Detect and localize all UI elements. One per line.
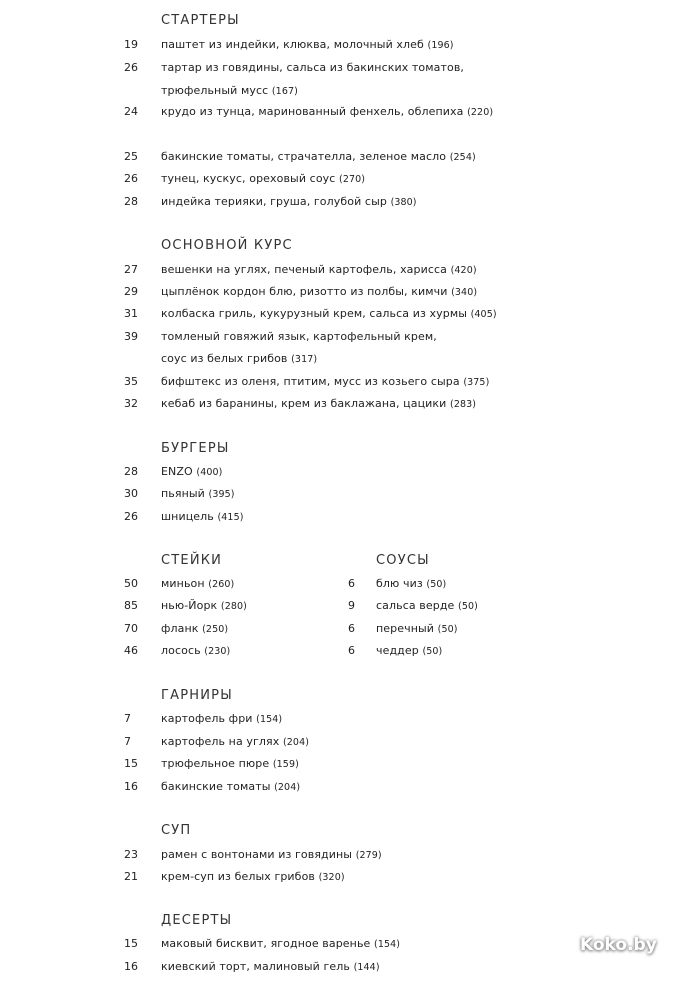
item-name: ENZO <box>161 465 193 478</box>
item-weight: (250) <box>202 624 229 635</box>
item-name: картофель фри <box>161 712 253 725</box>
item-price: 7 <box>124 712 131 725</box>
item-name: перечный <box>376 622 435 635</box>
item-name: киевский торт, малиновый гель <box>161 960 350 973</box>
item-name: крем-суп из белых грибов <box>161 870 315 883</box>
item-price: 35 <box>124 375 138 388</box>
item-weight: (280) <box>220 601 247 612</box>
item-weight: (317) <box>291 354 318 365</box>
item-name: рамен с вонтонами из говядины <box>161 848 353 861</box>
item-price: 15 <box>124 757 138 770</box>
item-name: томленый говяжий язык, картофельный крем, <box>161 330 437 343</box>
item-price: 24 <box>124 105 138 118</box>
item-price: 9 <box>348 599 355 612</box>
item-name: крудо из тунца, маринованный фенхель, облепиха <box>161 105 464 118</box>
item-name: картофель на углях <box>161 735 280 748</box>
item-price: 16 <box>124 960 138 973</box>
item-weight: (415) <box>217 512 244 523</box>
item-weight: (279) <box>355 850 382 861</box>
section-title-main: ОСНОВНОЙ КУРС <box>161 238 293 253</box>
item-weight: (167) <box>271 86 298 97</box>
item-weight: (196) <box>427 40 454 51</box>
item-weight: (375) <box>463 377 490 388</box>
item-price: 29 <box>124 285 138 298</box>
item-price: 23 <box>124 848 138 861</box>
section-title-soup: СУП <box>161 823 192 838</box>
item-name: лосось <box>161 644 201 657</box>
item-name: трюфельный мусс <box>161 84 269 97</box>
item-price: 46 <box>124 644 138 657</box>
item-price: 28 <box>124 195 138 208</box>
item-weight: (420) <box>450 265 477 276</box>
section-title-burgers: БУРГЕРЫ <box>161 441 230 456</box>
item-name: паштет из индейки, клюква, молочный хлеб <box>161 38 424 51</box>
item-weight: (144) <box>353 962 380 973</box>
item-price: 21 <box>124 870 138 883</box>
item-weight: (400) <box>196 467 223 478</box>
item-price: 27 <box>124 263 138 276</box>
item-weight: (230) <box>204 646 231 657</box>
watermark: Koko.by <box>580 935 657 955</box>
section-title-sides: ГАРНИРЫ <box>161 688 233 703</box>
item-weight: (50) <box>426 579 447 590</box>
item-weight: (204) <box>282 737 310 748</box>
item-name: фланк <box>161 622 199 635</box>
item-name: индейка терияки, груша, голубой сыр <box>161 195 387 208</box>
item-name: шницель <box>161 510 214 523</box>
item-name: бифштекс из оленя, птитим, мусс из козьего сыра <box>161 375 460 388</box>
section-title-starters: СТАРТЕРЫ <box>161 13 240 28</box>
item-name: колбаска гриль, кукурузный крем, сальса из хурмы <box>161 307 467 320</box>
item-weight: (340) <box>451 287 478 298</box>
item-price: 26 <box>124 172 138 185</box>
item-price: 19 <box>124 38 138 51</box>
item-weight: (380) <box>390 197 417 208</box>
item-name: бакинские томаты <box>161 780 271 793</box>
item-name: тартар из говядины, сальса из бакинских томатов, <box>161 61 465 74</box>
item-name: нью-Йорк <box>161 599 218 612</box>
item-name: маковый бисквит, ягодное варенье <box>161 937 371 950</box>
item-price: 39 <box>124 330 138 343</box>
item-price: 6 <box>348 644 355 657</box>
item-weight: (260) <box>208 579 235 590</box>
item-name: трюфельное пюре <box>161 757 270 770</box>
item-price: 6 <box>348 577 355 590</box>
item-price: 16 <box>124 780 138 793</box>
item-weight: (154) <box>374 939 401 950</box>
item-weight: (405) <box>470 309 497 320</box>
item-name: вешенки на углях, печеный картофель, харисса <box>161 263 447 276</box>
item-weight: (283) <box>450 399 477 410</box>
item-weight: (220) <box>467 107 494 118</box>
item-price: 30 <box>124 487 138 500</box>
item-name: бакинские томаты, страчателла, зеленое масло <box>161 150 447 163</box>
item-weight: (50) <box>422 646 443 657</box>
item-price: 28 <box>124 465 138 478</box>
section-title-desserts: ДЕСЕРТЫ <box>161 913 233 928</box>
item-weight: (50) <box>437 624 458 635</box>
item-price: 26 <box>124 61 138 74</box>
section-title-sauces: СОУСЫ <box>376 553 430 568</box>
item-price: 26 <box>124 510 138 523</box>
item-name: кебаб из баранины, крем из баклажана, цацики <box>161 397 447 410</box>
item-weight: (254) <box>449 152 476 163</box>
item-name: чеддер <box>376 644 419 657</box>
item-name: пьяный <box>161 487 205 500</box>
item-weight: (159) <box>272 759 299 770</box>
section-title-steaks: СТЕЙКИ <box>161 553 223 568</box>
item-price: 32 <box>124 397 138 410</box>
item-price: 70 <box>124 622 138 635</box>
item-weight: (154) <box>256 714 283 725</box>
item-price: 7 <box>124 735 131 748</box>
item-name: соус из белых грибов <box>161 352 288 365</box>
item-price: 50 <box>124 577 138 590</box>
item-price: 31 <box>124 307 138 320</box>
item-weight: (320) <box>318 872 345 883</box>
item-name: сальса верде <box>376 599 455 612</box>
item-price: 85 <box>124 599 138 612</box>
item-price: 6 <box>348 622 355 635</box>
item-name: тунец, кускус, ореховый соус <box>161 172 336 185</box>
item-price: 15 <box>124 937 138 950</box>
item-weight: (270) <box>339 174 366 185</box>
item-weight: (395) <box>208 489 235 500</box>
item-name: миньон <box>161 577 205 590</box>
item-price: 25 <box>124 150 138 163</box>
item-weight: (50) <box>458 601 478 612</box>
item-name: цыплёнок кордон блю, ризотто из полбы, кимчи <box>161 285 448 298</box>
item-name: блю чиз <box>376 577 423 590</box>
item-weight: (204) <box>274 782 301 793</box>
